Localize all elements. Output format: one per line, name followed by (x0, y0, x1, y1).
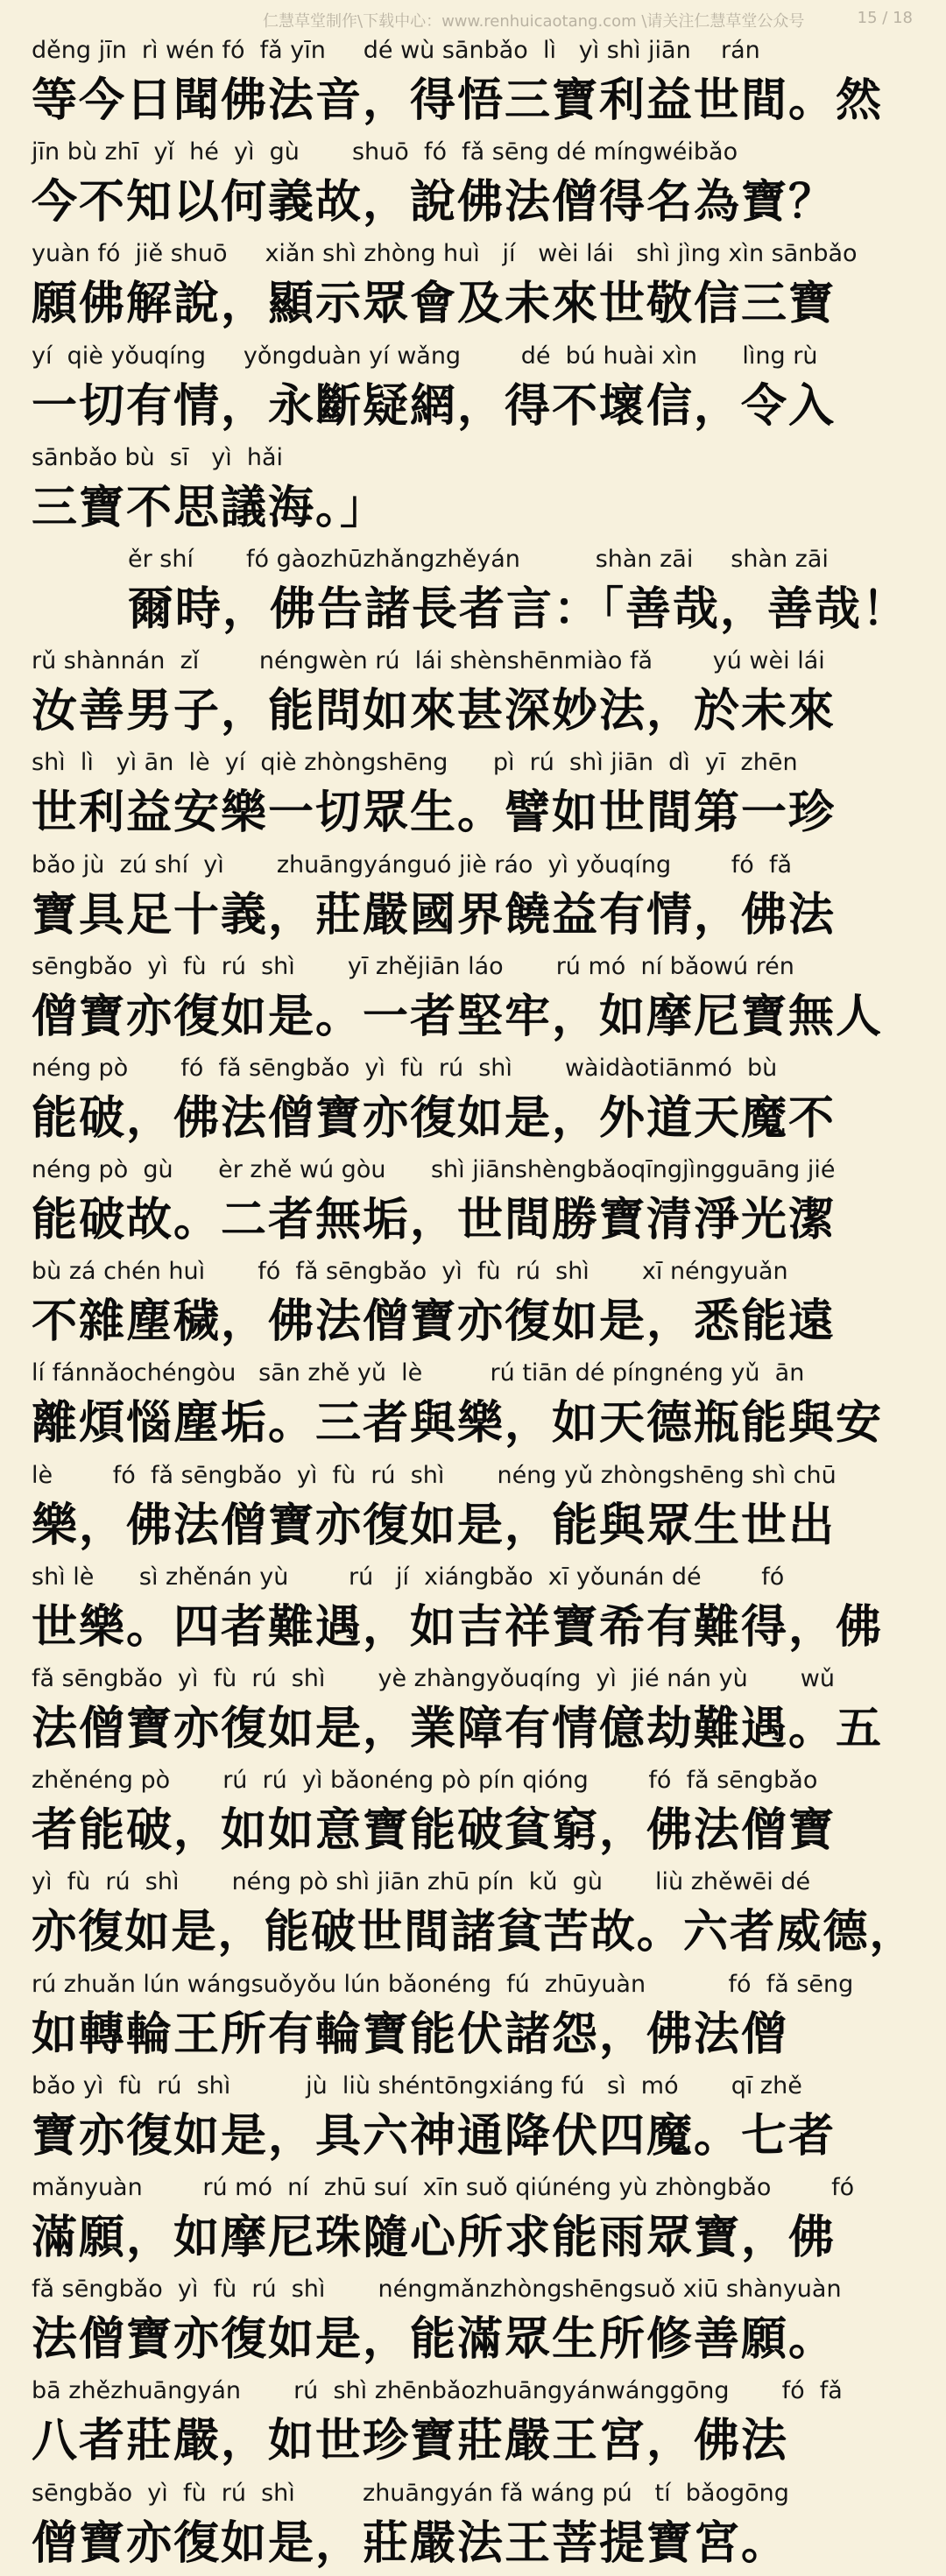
pinyin-line: ěr shí fó gàozhūzhǎngzhěyán shàn zāi shàn zāi (128, 545, 829, 573)
text-line (32, 1966, 916, 2067)
text-line (32, 1660, 916, 1761)
chinese-line: 如轉輪王所有輪寶能伏諸怨，佛法僧 (32, 2008, 789, 2061)
chinese-line: 一切有情，永斷疑網，得不壞信，令入 (32, 379, 837, 433)
text-line (32, 1354, 916, 1456)
scripture-text (32, 32, 916, 2576)
text-line (32, 2067, 916, 2169)
text-line (32, 1049, 916, 1151)
pinyin-line: bǎo jù zú shí yì zhuāngyánguó jiè ráo yì yǒuqíng fó fǎ (32, 850, 793, 879)
pinyin-line: mǎnyuàn rú mó ní zhū suí xīn suǒ qiúnéng yù zhòngbǎo fó (32, 2173, 855, 2201)
text-line (32, 235, 916, 336)
chinese-line: 法僧寶亦復如是，能滿眾生所修善願。 (32, 2313, 837, 2367)
pinyin-line: bù zá chén huì fó fǎ sēngbǎo yì fù rú shì xī néngyuǎn (32, 1258, 788, 1286)
text-line (32, 948, 916, 1049)
pinyin-line: yì fù rú shì néng pò shì jiān zhū pín kǔ gù liù zhěwēi dé (32, 1868, 811, 1896)
text-line (32, 2270, 916, 2372)
chinese-line: 爾時，佛告諸長者言：「善哉，善哉！ (128, 582, 910, 636)
pinyin-line: shì lè sì zhěnán yù rú jí xiángbǎo xī yǒunán dé fó (32, 1563, 785, 1591)
text-line (32, 642, 916, 744)
text-line (32, 32, 916, 133)
text-line (32, 133, 916, 235)
chinese-line: 亦復如是，能破世間諸貧苦故。六者威德， (32, 1906, 916, 1959)
text-line (32, 2372, 916, 2474)
pinyin-line: lí fánnǎochéngòu sān zhě yǔ lè rú tiān dé píngnéng yǔ ān (32, 1359, 805, 1387)
chinese-line: 汝善男子，能問如來甚深妙法，於未來 (32, 685, 837, 738)
chinese-line: 八者莊嚴，如世珍寶莊嚴王宮，佛法 (32, 2415, 789, 2468)
site-watermark: 仁慧草堂制作\下载中心：www.renhuicaotang.com \请关注仁慧草堂公众号 (263, 12, 805, 31)
pinyin-line: shì lì yì ān lè yí qiè zhòngshēng pì rú shì jiān dì yī zhēn (32, 749, 798, 777)
pinyin-line: fǎ sēngbǎo yì fù rú shì yè zhàngyǒuqíng yì jié nán yù wǔ (32, 1665, 835, 1692)
chinese-line: 三寶不思議海。」 (32, 481, 388, 534)
chinese-line: 寶亦復如是，具六神通降伏四魔。七者 (32, 2109, 837, 2163)
text-line (32, 439, 916, 540)
pinyin-line: rú zhuǎn lún wángsuǒyǒu lún bǎonéng fú zhūyuàn fó fǎ sēng (32, 1970, 854, 1998)
chinese-line: 世利益安樂一切眾生。譬如世間第一珍 (32, 787, 837, 840)
pinyin-line: bā zhězhuāngyán rú shì zhēnbǎozhuāngyánwánggōng fó fǎ (32, 2377, 843, 2405)
text-line (32, 1558, 916, 1660)
chinese-line: 者能破，如如意寶能破貧窮，佛法僧寶 (32, 1804, 837, 1858)
text-line (32, 337, 916, 439)
text-line (32, 846, 916, 948)
chinese-line: 僧寶亦復如是。一者堅牢，如摩尼寶無人 (32, 990, 884, 1043)
text-line (32, 1863, 916, 1965)
pinyin-line: yuàn fó jiě shuō xiǎn shì zhòng huì jí wèi lái shì jìng xìn sānbǎo (32, 240, 858, 268)
page-header (0, 9, 946, 32)
text-line (32, 1253, 916, 1354)
pinyin-line: děng jīn rì wén fó fǎ yīn dé wù sānbǎo lì yì shì jiān rán (32, 37, 760, 64)
pinyin-line: néng pò fó fǎ sēngbǎo yì fù rú shì wàidàotiānmó bù (32, 1054, 778, 1082)
chinese-line: 願佛解說，顯示眾會及未來世敬信三寶 (32, 278, 837, 331)
text-line (32, 1151, 916, 1253)
pinyin-line: sēngbǎo yì fù rú shì yī zhějiān láo rú mó ní bǎowú rén (32, 952, 794, 980)
text-line (32, 2474, 916, 2576)
pinyin-line: jīn bù zhī yǐ hé yì gù shuō fó fǎ sēng dé míngwéibǎo (32, 138, 738, 166)
pinyin-line: néng pò gù èr zhě wú gòu shì jiānshèngbǎoqīngjìngguāng jié (32, 1156, 836, 1184)
text-line (32, 1457, 916, 1558)
chinese-line: 寶具足十義，莊嚴國界饒益有情，佛法 (32, 888, 837, 942)
chinese-line: 能破，佛法僧寶亦復如是，外道天魔不 (32, 1091, 837, 1145)
pinyin-line: sēngbǎo yì fù rú shì zhuāngyán fǎ wáng pú tí bǎogōng (32, 2479, 789, 2507)
chinese-line: 不雜塵穢，佛法僧寶亦復如是，悉能遠 (32, 1295, 837, 1349)
chinese-line: 滿願，如摩尼珠隨心所求能雨眾寶，佛 (32, 2211, 837, 2264)
page-indicator: 15 / 18 (857, 9, 913, 27)
pinyin-line: yí qiè yǒuqíng yǒngduàn yí wǎng dé bú huài xìn lìng rù (32, 342, 818, 370)
pinyin-line: rǔ shànnán zǐ néngwèn rú lái shènshēnmiào fǎ yú wèi lái (32, 647, 825, 675)
pinyin-line: lè fó fǎ sēngbǎo yì fù rú shì néng yǔ zhòngshēng shì chū (32, 1461, 837, 1489)
pinyin-line: fǎ sēngbǎo yì fù rú shì néngmǎnzhòngshēngsuǒ xiū shànyuàn (32, 2276, 842, 2304)
pinyin-line: bǎo yì fù rú shì jù liù shéntōngxiáng fú sì mó qī zhě (32, 2071, 802, 2100)
text-line (32, 1761, 916, 1863)
pinyin-line: sānbǎo bù sī yì hǎi (32, 443, 284, 471)
text-line (32, 2169, 916, 2270)
chinese-line: 法僧寶亦復如是，業障有情億劫難遇。五 (32, 1703, 884, 1755)
chinese-line: 離煩惱塵垢。三者與樂，如天德瓶能與安 (32, 1397, 884, 1450)
chinese-line: 能破故。二者無垢，世間勝寶清淨光潔 (32, 1194, 837, 1247)
text-line (32, 744, 916, 845)
chinese-line: 世樂。四者難遇，如吉祥寶希有難得，佛 (32, 1600, 884, 1654)
pinyin-line: zhěnéng pò rú rú yì bǎonéng pò pín qióng fó fǎ sēngbǎo (32, 1767, 818, 1795)
chinese-line: 樂，佛法僧寶亦復如是，能與眾生世出 (32, 1499, 837, 1552)
chinese-line: 今不知以何義故，說佛法僧得名為寶？ (32, 176, 837, 229)
chinese-line: 僧寶亦復如是，莊嚴法王菩提寶宮。 (32, 2516, 789, 2570)
text-line (32, 540, 916, 642)
chinese-line: 等今日聞佛法音，得悟三寶利益世間。然 (32, 74, 884, 127)
